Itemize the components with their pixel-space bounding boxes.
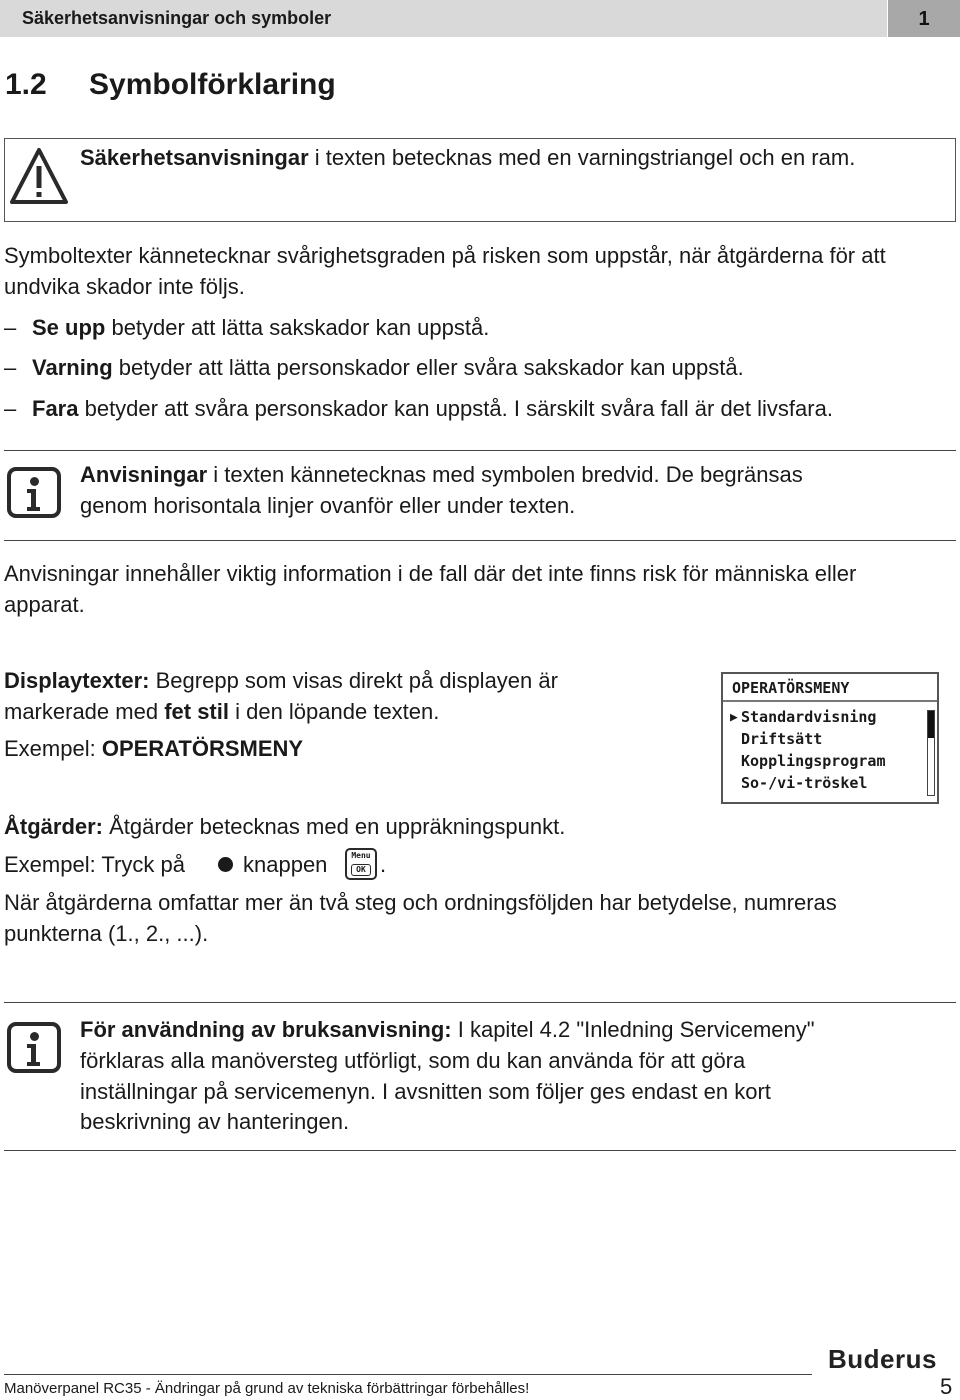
section-heading [5, 68, 336, 102]
display-texts-part-a: markerade med [4, 699, 165, 724]
actions-example-part-b: knappen [243, 852, 328, 877]
note1-after-line-2: apparat. [4, 592, 85, 617]
display-texts-example [4, 733, 303, 764]
actions-line-4: punkterna (1., 2., ...). [4, 921, 209, 946]
actions-line-3: När åtgärderna omfattar mer än två steg och ordningsföljden har betydelse, numreras [4, 890, 837, 915]
level-item-se-upp [4, 312, 489, 343]
chapter-number: 1 [888, 0, 960, 37]
intro-line-2: undvika skador inte följs. [4, 274, 245, 299]
actions-example-end: . [380, 852, 387, 877]
actions-label: Åtgärder: [4, 814, 104, 839]
actions-example-part-a: Exempel: Tryck på [4, 852, 185, 877]
info-icon [7, 467, 61, 518]
note2-line-1 [80, 1014, 815, 1045]
list-dash: – [4, 355, 17, 380]
warning-box-rest: i texten betecknas med en varningstriangel och en ram. [308, 145, 856, 170]
display-texts-bold: fet stil [164, 699, 229, 724]
lcd-menu-item[interactable]: So-/vi-tröskel [741, 774, 868, 792]
lcd-scrollbar[interactable] [927, 710, 935, 796]
note1-line-1 [80, 459, 803, 490]
note1-after-line-1: Anvisningar innehåller viktig information i de fall där det inte finns risk för människa eller [4, 561, 857, 586]
level-label: Fara [32, 396, 79, 421]
note1-rest: i texten kännetecknas med symbolen bredvid. De begränsas [207, 462, 803, 487]
display-texts-part-b: i den löpande texten. [228, 699, 440, 724]
level-item-fara [4, 393, 833, 424]
note2-line-3: inställningar på servicemenyn. I avsnitten som följer ges endast en kort [80, 1079, 771, 1104]
warning-box-text [80, 142, 855, 173]
note2-bold: För användning av bruksanvisning: [80, 1017, 452, 1042]
note1-line-2: genom horisontala linjer ovanför eller under texten. [80, 493, 576, 518]
note1-bold: Anvisningar [80, 462, 208, 487]
key-top-label: Menu [351, 851, 371, 860]
note2-line-4: beskrivning av hanteringen. [80, 1109, 350, 1134]
bullet-point-icon [218, 857, 233, 872]
example-label: Exempel: [4, 736, 102, 761]
lcd-menu-item[interactable]: Driftsätt [741, 730, 823, 748]
level-item-varning [4, 352, 744, 383]
example-value: OPERATÖRSMENY [101, 736, 304, 761]
lcd-menu-item[interactable]: Standardvisning [741, 708, 877, 726]
page-number: 5 [940, 1374, 953, 1399]
note-bottom-rule [4, 540, 956, 541]
lcd-cursor-icon: ▶ [730, 710, 738, 725]
section-title: Symbolförklaring [89, 68, 336, 101]
note-top-rule [4, 450, 956, 451]
info-icon [7, 1022, 61, 1073]
key-bottom-label: OK [351, 864, 371, 876]
section-number: 1.2 [5, 68, 47, 101]
display-texts-line-2 [4, 696, 439, 727]
lcd-menu-item[interactable]: Kopplingsprogram [741, 752, 886, 770]
footer-rule [4, 1374, 812, 1375]
note2-top-rule [4, 1002, 956, 1003]
lcd-scrollbar-thumb[interactable] [928, 711, 934, 738]
level-label: Se upp [32, 315, 106, 340]
display-texts-line-1 [4, 665, 558, 696]
note2-bottom-rule [4, 1150, 956, 1151]
list-dash: – [4, 315, 17, 340]
lcd-display [721, 672, 939, 804]
actions-rest: Åtgärder betecknas med en uppräkningspunkt. [103, 814, 566, 839]
warning-triangle-icon [8, 146, 70, 208]
note2-line-2: förklaras alla manöversteg utförligt, som du kan använda för att göra [80, 1048, 746, 1073]
note2-rest: I kapitel 4.2 "Inledning Servicemeny" [451, 1017, 815, 1042]
actions-example [4, 849, 185, 880]
display-texts-label: Displaytexter: [4, 668, 150, 693]
level-text: betyder att lätta personskador eller svåra sakskador kan uppstå. [112, 355, 744, 380]
menu-ok-key-icon [345, 848, 377, 880]
header-title: Säkerhetsanvisningar och symboler [22, 8, 332, 28]
lcd-title: OPERATÖRSMENY [723, 674, 937, 702]
actions-line-1 [4, 811, 565, 842]
footer-text: Manöverpanel RC35 - Ändringar på grund av tekniska förbättringar förbehålles! [4, 1380, 530, 1397]
buderus-logo: Buderus [828, 1344, 937, 1374]
warning-box-bold: Säkerhetsanvisningar [80, 145, 309, 170]
level-text: betyder att lätta sakskador kan uppstå. [105, 315, 490, 340]
display-texts-rest: Begrepp som visas direkt på displayen är [149, 668, 558, 693]
intro-line-1: Symboltexter kännetecknar svårighetsgraden på risken som uppstår, när åtgärderna för att [4, 243, 886, 268]
level-text: betyder att svåra personskador kan uppstå. I särskilt svåra fall är det livsfara. [78, 396, 833, 421]
list-dash: – [4, 396, 17, 421]
level-label: Varning [32, 355, 113, 380]
